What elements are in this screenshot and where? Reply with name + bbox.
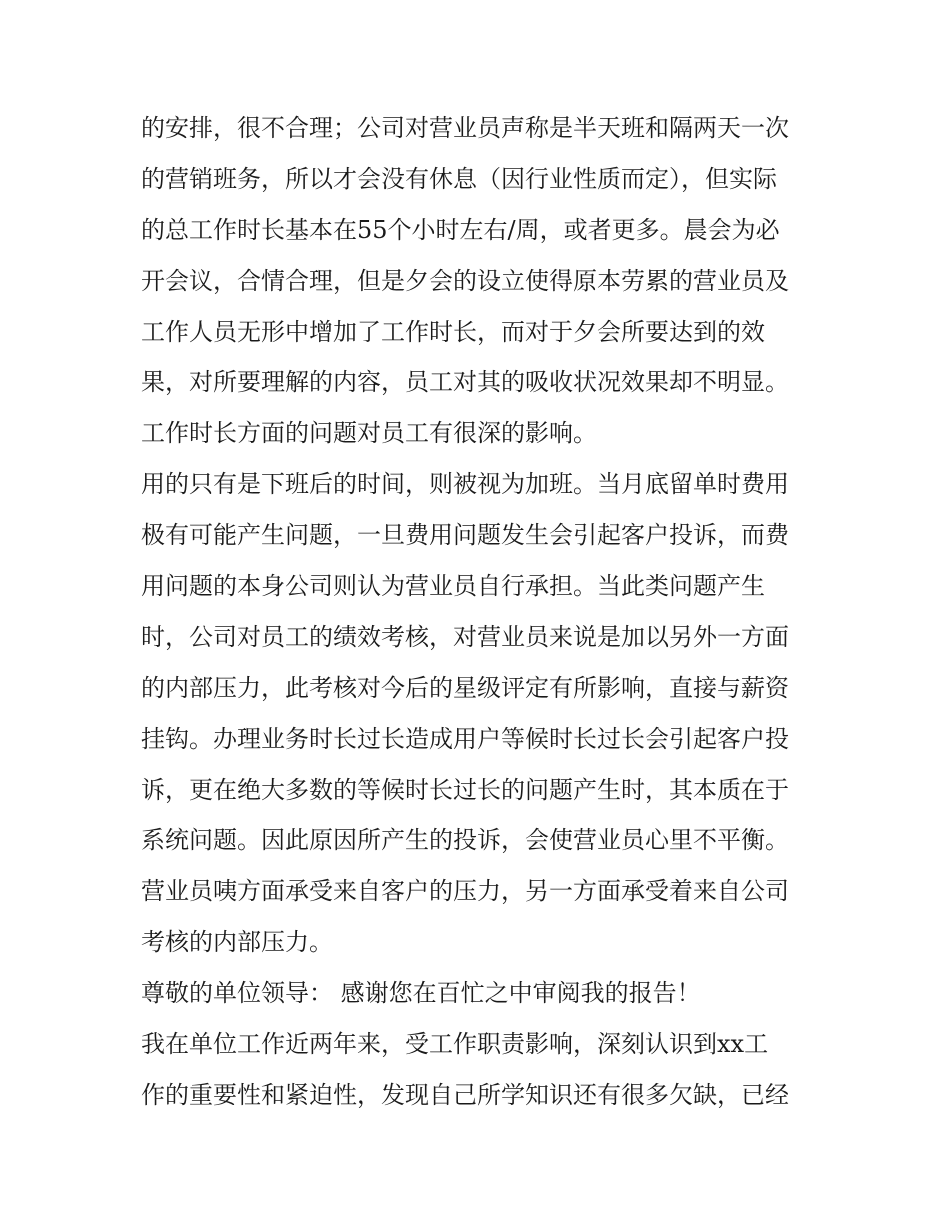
text-line: 的安排，很不合理；公司对营业员声称是半天班和隔两天一次 bbox=[141, 114, 789, 142]
text-line: 考核的内部压力。 bbox=[141, 928, 333, 957]
text-line: 我在单位工作近两年来，受工作职责影响，深刻认识到xx工 bbox=[141, 1030, 769, 1059]
text-line: 开会议，合情合理，但是夕会的设立使得原本劳累的营业员及 bbox=[141, 266, 789, 295]
text-line: 挂钩。办理业务时长过长造成用户等候时长过长会引起客户投 bbox=[141, 724, 789, 753]
text-line: 作的重要性和紧迫性，发现自己所学知识还有很多欠缺，已经 bbox=[141, 1080, 789, 1109]
text-line: 时，公司对员工的绩效考核，对营业员来说是加以另外一方面 bbox=[141, 622, 789, 651]
text-line: 诉，更在绝大多数的等候时长过长的问题产生时，其本质在于 bbox=[141, 775, 789, 804]
text-line: 的营销班务，所以才会没有休息（因行业性质而定），但实际 bbox=[141, 164, 777, 193]
text-line: 系统问题。因此原因所产生的投诉，会使营业员心里不平衡。 bbox=[141, 826, 789, 855]
body-text bbox=[141, 103, 821, 1121]
text-line: 的内部压力，此考核对今后的星级评定有所影响，直接与薪资 bbox=[141, 673, 789, 702]
text-line: 尊敬的单位领导： 感谢您在百忙之中审阅我的报告！ bbox=[141, 979, 701, 1008]
text-line: 工作人员无形中增加了工作时长，而对于夕会所要达到的效 bbox=[141, 317, 765, 346]
text-line: 用的只有是下班后的时间，则被视为加班。当月底留单时费用 bbox=[141, 470, 789, 499]
text-line: 的总工作时长基本在55个小时左右/周，或者更多。晨会为必 bbox=[141, 215, 780, 244]
text-line: 果，对所要理解的内容，员工对其的吸收状况效果却不明显。 bbox=[141, 368, 789, 397]
text-line: 工作时长方面的问题对员工有很深的影响。 bbox=[141, 419, 597, 448]
text-line: 营业员咦方面承受来自客户的压力，另一方面承受着来自公司 bbox=[141, 877, 789, 906]
text-line: 用问题的本身公司则认为营业员自行承担。当此类问题产生 bbox=[141, 572, 765, 601]
text-line: 极有可能产生问题，一旦费用问题发生会引起客户投诉，而费 bbox=[141, 521, 789, 550]
